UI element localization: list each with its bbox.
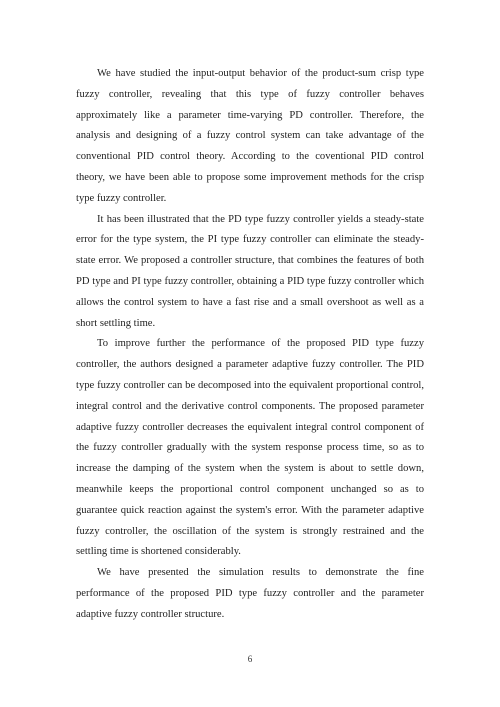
body-text bbox=[76, 64, 424, 626]
paragraph-4: We have presented the simulation results to demonstrate the fine performance of the proposed PID type fuzzy controller and the parameter adaptive fuzzy controller structure. bbox=[76, 567, 424, 620]
page-number: 6 bbox=[247, 654, 253, 664]
paragraph-3: To improve further the performance of the proposed PID type fuzzy controller, the authors designed a parameter adaptive fuzzy controller. The PID type fuzzy controller can be decomposed into the equivalent proportional control, integral control and the derivative control components. The proposed parameter adaptive fuzzy controller decreases the equivalent integral control component of the fuzzy controller gradually with the system response process time, so as to increase the damping of the system when the system is about to settle down, meanwhile keeps the proportional control component unchanged so as to guarantee quick reaction against the system's error. With the parameter adaptive fuzzy controller, the oscillation of the system is strongly restrained and the settling time is shortened considerably. bbox=[76, 338, 424, 558]
paragraph-2: It has been illustrated that the PD type fuzzy controller yields a steady-state error for the type system, the PI type fuzzy controller can eliminate the steady-state error. We proposed a controller structure, that combines the features of both PD type and PI type fuzzy controller, obtaining a PID type fuzzy controller which allows the control system to have a fast rise and a small overshoot as well as a short settling time. bbox=[76, 213, 424, 329]
paragraph-1: We have studied the input-output behavior of the product-sum crisp type fuzzy controller, revealing that this type of fuzzy controller behaves approximately like a parameter time-varying PD controller. Therefore, the analysis and designing of a fuzzy control system can take advantage of the conventional PID control theory. According to the coventional PID control theory, we have been able to propose some improvement methods for the crisp type fuzzy controller. bbox=[76, 68, 424, 204]
